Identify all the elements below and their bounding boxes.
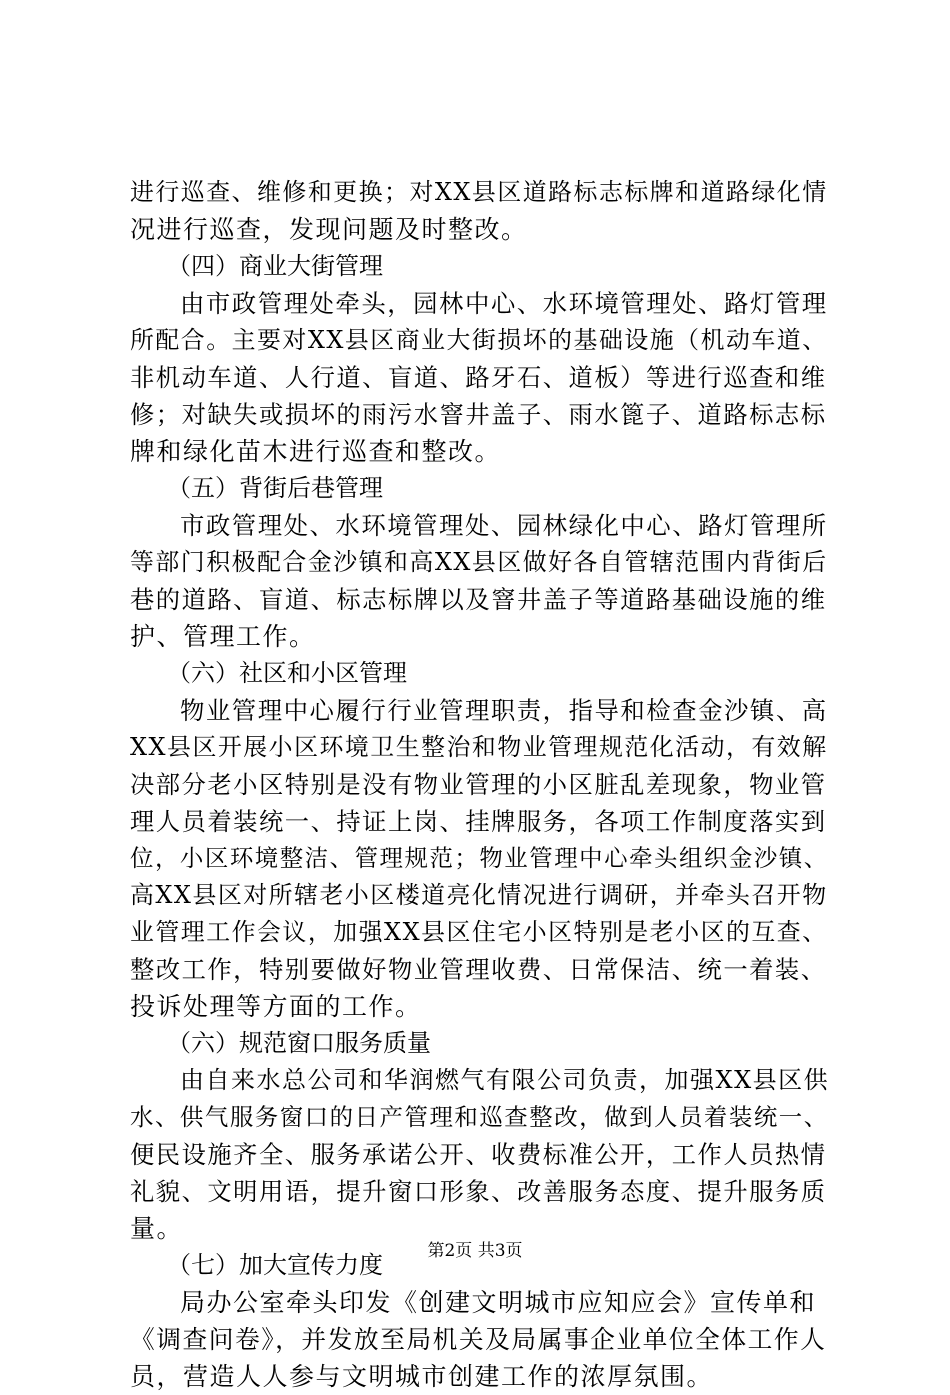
- paragraph-line: 投诉处理等方面的工作。: [130, 992, 422, 1021]
- paragraph-line: 位，小区环境整洁、管理规范；物业管理中心牵头组织金沙镇、: [130, 844, 829, 872]
- paragraph-line: 高XX县区对所辖老小区楼道亮化情况进行调研，并牵头召开物: [130, 881, 828, 909]
- paragraph-line: 业管理工作会议，加强XX县区住宅小区特别是老小区的互查、: [130, 918, 828, 946]
- paragraph-line: 《调查问卷》，并发放至局机关及局属事企业单位全体工作人: [130, 1325, 827, 1354]
- paragraph-line: 所配合。主要对XX县区商业大街损坏的基础设施（机动车道、: [130, 326, 828, 354]
- paragraph-line: 修；对缺失或损坏的雨污水窨井盖子、雨水篦子、道路标志标: [130, 400, 827, 429]
- page-footer: 第2页 共3页: [427, 1241, 523, 1261]
- paragraph-first-line: 由市政管理处牵头，园林中心、水环境管理处、路灯管理: [180, 289, 828, 318]
- paragraph-line: 进行巡查、维修和更换；对XX县区道路标志标牌和道路绿化情: [130, 178, 828, 206]
- paragraph-line: 决部分老小区特别是没有物业管理的小区脏乱差现象，物业管: [130, 770, 827, 799]
- paragraph-line: 量。: [130, 1214, 184, 1243]
- section-heading: （六）规范窗口服务质量: [167, 1029, 431, 1057]
- section-heading: （五）背街后巷管理: [167, 474, 383, 502]
- paragraph-line: 牌和绿化苗木进行巡查和整改。: [130, 437, 502, 466]
- section-heading: （四）商业大街管理: [167, 252, 383, 280]
- paragraph-first-line: 市政管理处、水环境管理处、园林绿化中心、路灯管理所: [180, 511, 828, 540]
- paragraph-line: 礼貌、文明用语，提升窗口形象、改善服务态度、提升服务质: [130, 1177, 827, 1206]
- section-heading: （七）加大宣传力度: [167, 1251, 383, 1279]
- document-body: [130, 174, 830, 1395]
- paragraph-line: XX县区开展小区环境卫生整治和物业管理规范化活动，有效解: [130, 733, 828, 761]
- paragraph-line: 护、管理工作。: [130, 622, 316, 651]
- paragraph-line: 水、供气服务窗口的日产管理和巡查整改，做到人员着装统一、: [130, 1103, 829, 1131]
- section-heading: （六）社区和小区管理: [167, 659, 407, 687]
- paragraph-line: 理人员着装统一、持证上岗、挂牌服务，各项工作制度落实到: [130, 807, 827, 836]
- paragraph-line: 等部门积极配合金沙镇和高XX县区做好各自管辖范围内背街后: [130, 548, 828, 576]
- paragraph-line: 便民设施齐全、服务承诺公开、收费标准公开，工作人员热情: [130, 1140, 827, 1169]
- paragraph-first-line: 由自来水总公司和华润燃气有限公司负责，加强XX县区供: [180, 1066, 830, 1094]
- paragraph-line: 员，营造人人参与文明城市创建工作的浓厚氛围。: [130, 1362, 714, 1391]
- paragraph-first-line: 物业管理中心履行行业管理职责，指导和检查金沙镇、高: [180, 696, 828, 725]
- paragraph-line: 巷的道路、盲道、标志标牌以及窨井盖子等道路基础设施的维: [130, 585, 827, 614]
- paragraph-line: 整改工作，特别要做好物业管理收费、日常保洁、统一着装、: [130, 955, 827, 984]
- paragraph-line: 况进行巡查，发现问题及时整改。: [130, 215, 528, 244]
- paragraph-first-line: 局办公室牵头印发《创建文明城市应知应会》宣传单和: [180, 1288, 817, 1317]
- paragraph-line: 非机动车道、人行道、盲道、路牙石、道板）等进行巡查和维: [130, 363, 827, 392]
